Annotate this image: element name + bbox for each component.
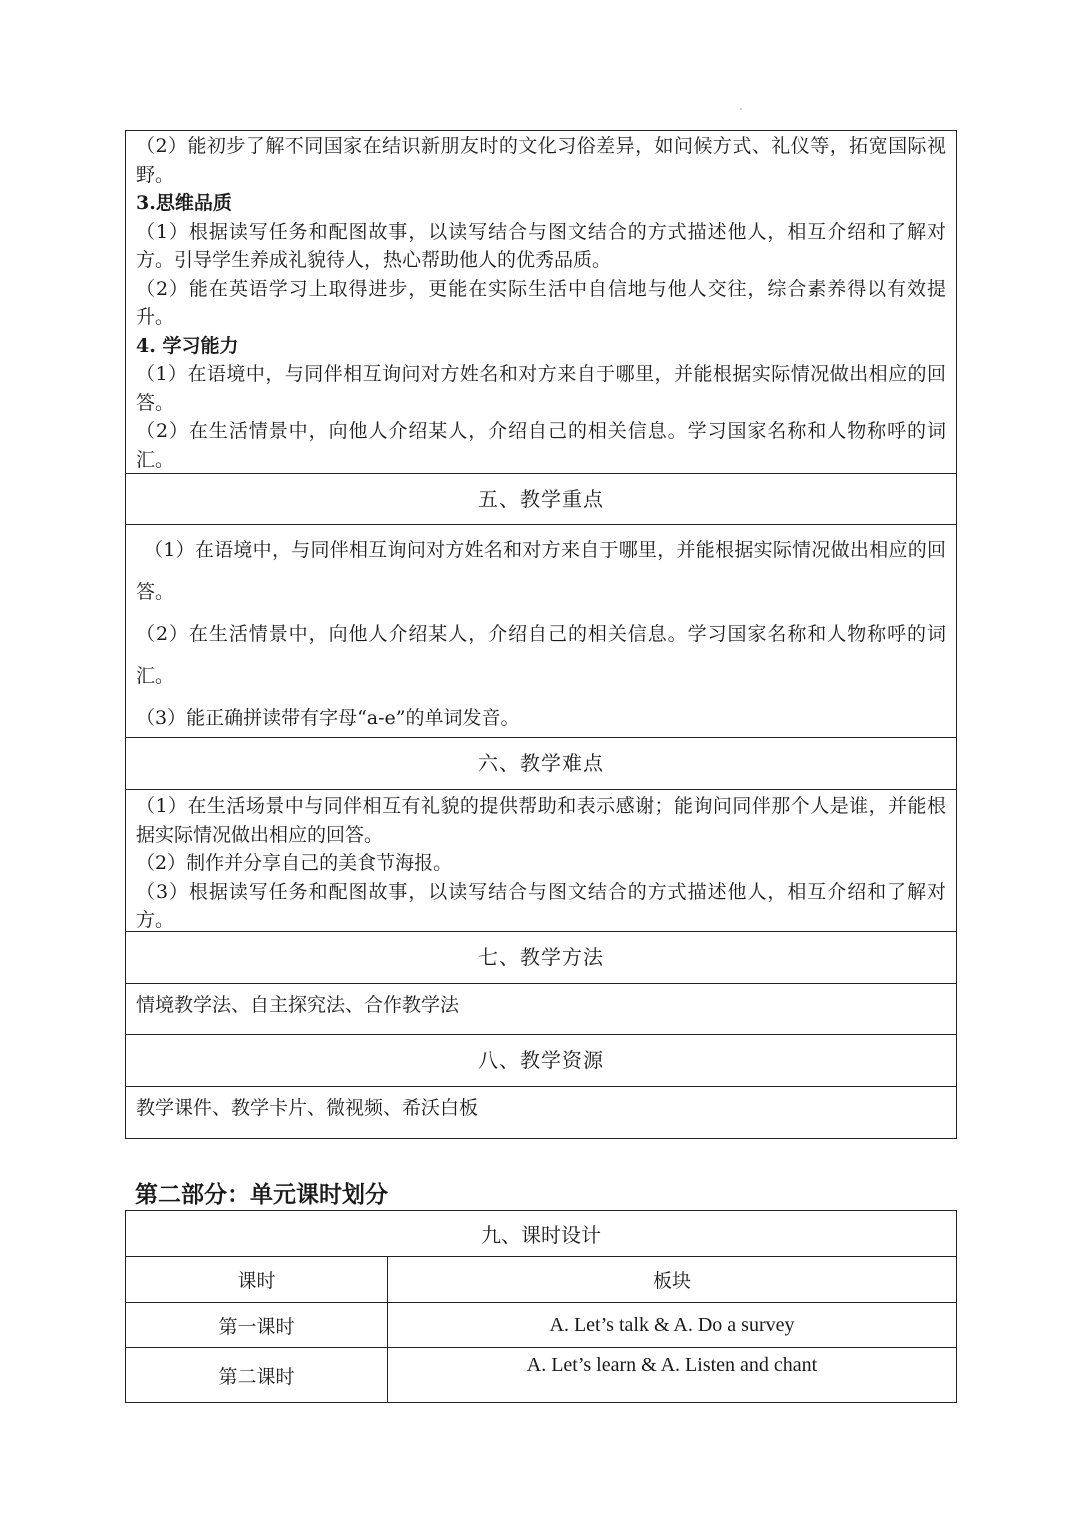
difficulties-cell xyxy=(126,790,956,932)
objective-paragraph: （1）在语境中，与同伴相互询问对方姓名和对方来自于哪里，并能根据实际情况做出相应的回答。 xyxy=(136,363,946,414)
key-points-cell xyxy=(126,525,956,738)
difficulty-paragraph: （3）根据读写任务和配图故事，以读写结合与图文结合的方式描述他人，相互介绍和了解对方。 xyxy=(136,880,946,931)
difficulty-paragraph: （1）在生活场景中与同伴相互有礼貌的提供帮助和表示感谢；能询问同伴那个人是谁，并能根据实际情况做出相应的回答。 xyxy=(136,795,946,846)
objective-paragraph: （2）能在英语学习上取得进步，更能在实际生活中自信地与他人交往，综合素养得以有效提升。 xyxy=(136,277,946,328)
table-row xyxy=(126,1348,957,1403)
section-cell: A. Let’s learn & A. Listen and chant xyxy=(388,1348,957,1403)
objectives-cell xyxy=(126,131,956,474)
period-cell: 第二课时 xyxy=(126,1348,388,1403)
teaching-plan-table xyxy=(125,130,957,1139)
table-row xyxy=(126,1303,957,1348)
period-cell: 第一课时 xyxy=(126,1303,388,1348)
methods-text: 情境教学法、自主探究法、合作教学法 xyxy=(126,984,956,1035)
objective-paragraph: （1）根据读写任务和配图故事，以读写结合与图文结合的方式描述他人，相互介绍和了解对方。引导学生养成礼貌待人，热心帮助他人的优秀品质。 xyxy=(136,220,946,271)
part-two-heading: 第二部分：单元课时划分 xyxy=(135,1181,388,1208)
key-point-paragraph: （2）在生活情景中，向他人介绍某人，介绍自己的相关信息。学习国家名称和人物称呼的词汇。 xyxy=(136,623,946,687)
objective-paragraph: （2）在生活情景中，向他人介绍某人，介绍自己的相关信息。学习国家名称和人物称呼的词汇。 xyxy=(136,420,946,471)
page-speck xyxy=(740,108,742,110)
methods-title: 七、教学方法 xyxy=(126,932,956,984)
difficulty-paragraph: （2）制作并分享自己的美食节海报。 xyxy=(136,852,453,874)
key-point-paragraph: （3）能正确拼读带有字母“a-e”的单词发音。 xyxy=(136,707,520,729)
objective-paragraph: （2）能初步了解不同国家在结识新朋友时的文化习俗差异，如问候方式、礼仪等，拓宽国际视野。 xyxy=(136,135,946,186)
section-cell: A. Let’s talk & A. Do a survey xyxy=(388,1303,957,1348)
lesson-design-title: 九、课时设计 xyxy=(126,1211,957,1257)
key-points-title: 五、教学重点 xyxy=(126,474,956,525)
heading-learning-ability: 4. 学习能力 xyxy=(136,334,239,357)
heading-thinking-quality: 3.思维品质 xyxy=(136,192,232,214)
column-header-section: 板块 xyxy=(388,1257,957,1303)
difficulties-title: 六、教学难点 xyxy=(126,738,956,790)
resources-title: 八、教学资源 xyxy=(126,1035,956,1087)
resources-text: 教学课件、教学卡片、微视频、希沃白板 xyxy=(136,1097,479,1119)
column-header-period: 课时 xyxy=(126,1257,388,1303)
lesson-design-table xyxy=(125,1210,957,1403)
key-point-paragraph: （1）在语境中，与同伴相互询问对方姓名和对方来自于哪里，并能根据实际情况做出相应的回答。 xyxy=(136,539,946,603)
